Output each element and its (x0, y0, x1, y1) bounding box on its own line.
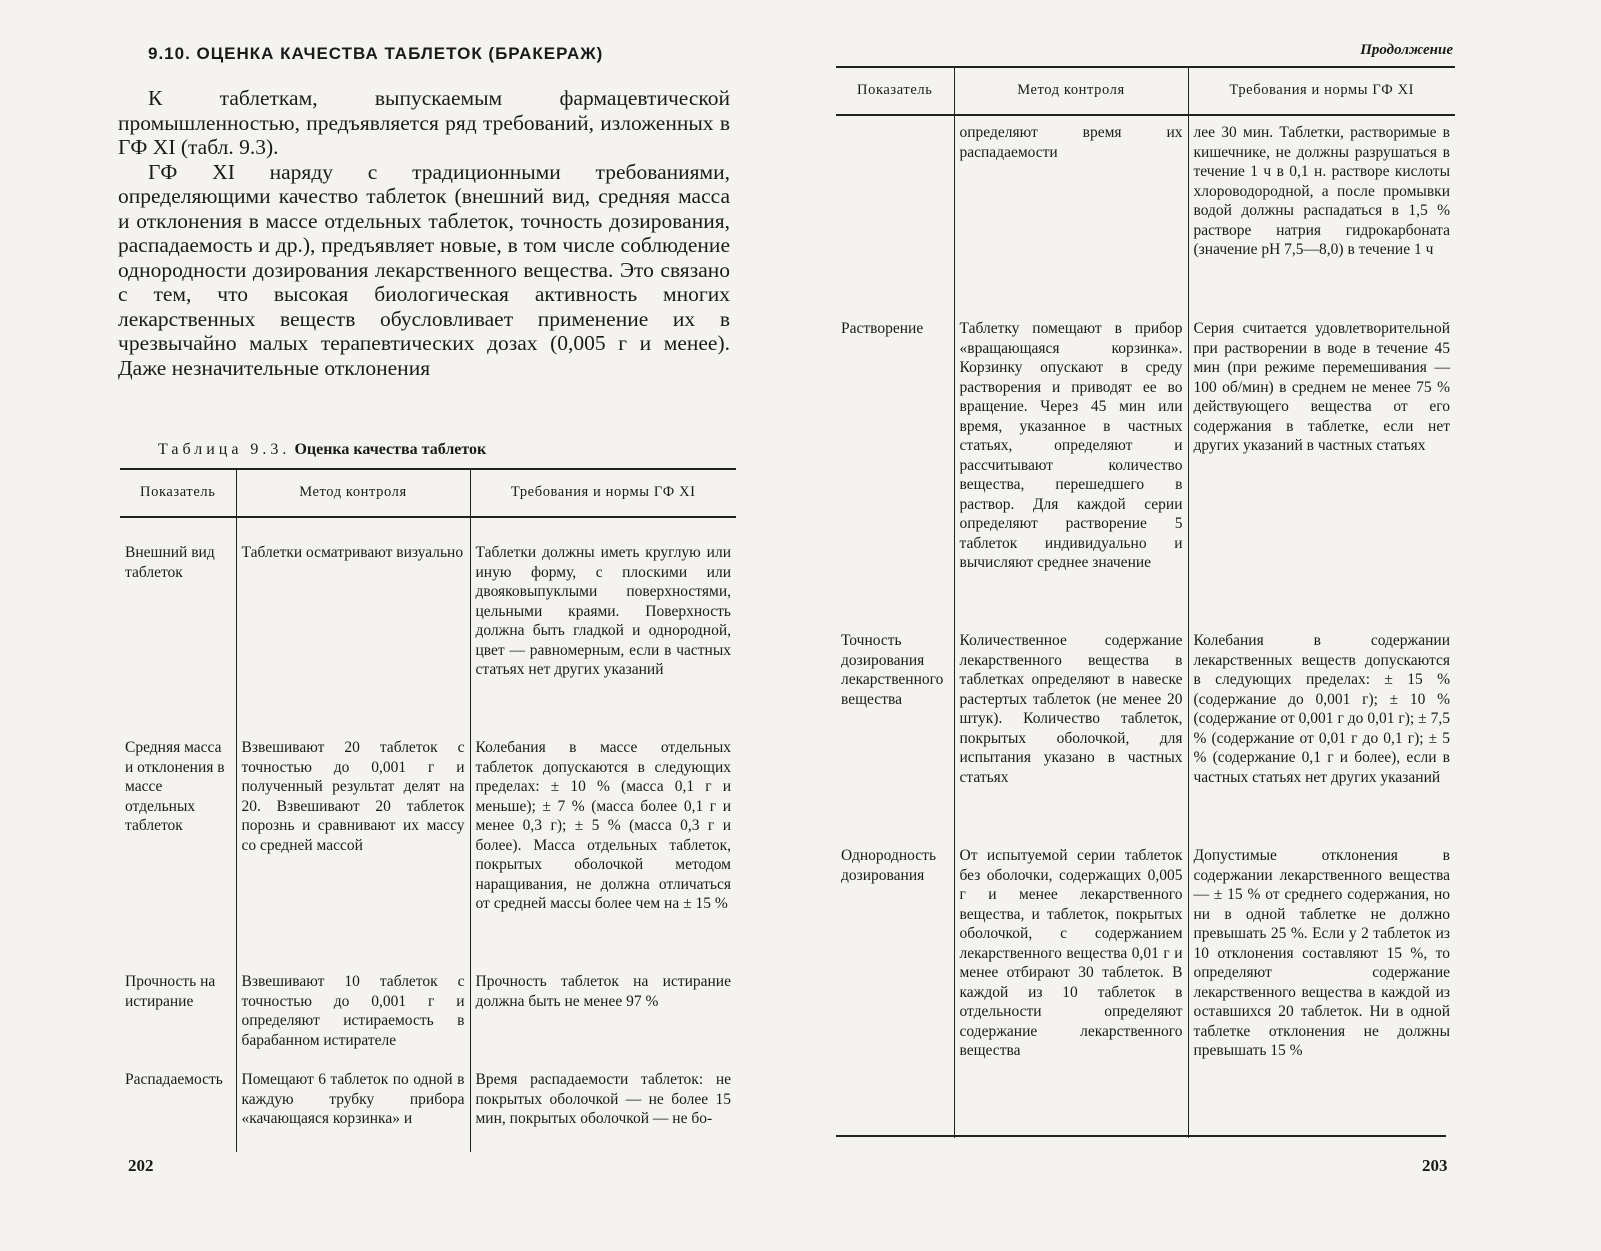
method-cell: От испытуемой серии таблеток без оболочки, содержащих 0,005 г и менее лекарственного вещества, и таблеток, покрытых оболочкой, с содержанием лекарственного вещества 0,01 г и менее отбирают 30 таблеток. В каждой из 10 таблеток в отдельности определяют содержание лекарственного вещества (954, 846, 1188, 1138)
quality-table-part-2 (836, 66, 1455, 1138)
table-row (120, 738, 736, 972)
col-header-indicator: Показатель (120, 469, 236, 517)
table-caption-title: Оценка качества таблеток (294, 441, 487, 458)
method-cell: определяют время их распадаемости (954, 123, 1188, 319)
table-row (836, 123, 1455, 319)
page-number-right: 203 (1422, 1156, 1448, 1175)
method-cell: Взвешивают 10 таблеток с точностью до 0,001 г и определяют истираемость в барабанном истирателе (236, 972, 470, 1070)
requirements-cell: Прочность таблеток на истирание должна быть не менее 97 % (470, 972, 736, 1070)
indicator-cell: Однородность дозирования (841, 847, 937, 884)
continuation-label: Продолжение (1360, 42, 1453, 58)
table-row (120, 543, 736, 738)
requirements-cell: Таблетки должны иметь круглую или иную форму, с плоскими или двояковыпуклыми поверхностями, цельными краями. Поверхность должна быть гладкой и однородной, цвет — равномерным, если в частных статьях нет других указаний (470, 543, 736, 738)
method-cell: Взвешивают 20 таблеток с точностью до 0,001 г и полученный результат делят на 20. Взвешивают 20 таблеток порознь и сравнивают их массу со средней массой (236, 738, 470, 972)
col-header-requirements: Требования и нормы ГФ XI (1188, 67, 1455, 115)
indicator-cell: Точность дозирования лекарственного вещества (841, 632, 944, 708)
requirements-cell: Колебания в содержании лекарственных веществ допускаются в следующих пределах: ± 15 % (содержание до 0,001 г); ± 10 % (содержание от 0,001 г до 0,01 г); ± 7,5 % (содержание от 0,01 г до 0,1 г); ± 5 % (содержание 0,1 г и более), если в частных статьях нет других указаний (1188, 631, 1455, 846)
table-row (836, 631, 1455, 846)
method-cell: Таблетки осматривают визуально (236, 543, 470, 738)
indicator-cell (836, 123, 954, 319)
left-page (0, 0, 800, 1251)
requirements-cell: Колебания в массе отдельных таблеток допускаются в следующих пределах: ± 10 % (масса 0,1 г и меньше); ± 7 % (масса более 0,1 г и менее 0,3 г); ± 5 % (масса 0,3 г и более). Масса отдельных таблеток, покрытых оболочкой методом наращивания, не должна отличаться от средней массы более чем на ± 15 % (470, 738, 736, 972)
table-header-row (120, 469, 736, 517)
indicator-cell: Внешний вид таблеток (125, 544, 215, 581)
col-header-method: Метод контроля (954, 67, 1188, 115)
table-header-row (836, 67, 1455, 115)
requirements-cell: Время распадаемости таблеток: не покрытых оболочкой — не более 15 мин, покрытых оболочкой — не бо- (470, 1070, 736, 1152)
table-row (836, 846, 1455, 1138)
table-row (120, 972, 736, 1070)
table-caption-prefix: Таблица 9.3. (158, 441, 291, 458)
indicator-cell: Растворение (841, 320, 924, 337)
right-page (800, 0, 1601, 1251)
table-row (836, 319, 1455, 631)
indicator-cell: Прочность на истирание (125, 973, 216, 1010)
section-heading: 9.10. ОЦЕНКА КАЧЕСТВА ТАБЛЕТОК (БРАКЕРАЖ) (148, 44, 604, 63)
col-header-method: Метод контроля (236, 469, 470, 517)
col-header-indicator: Показатель (836, 67, 954, 115)
paragraph-1: К таблеткам, выпускаемым фармацевтической промышленностью, предъявляется ряд требований, изложенных в ГФ XI (табл. 9.3). (118, 86, 730, 159)
table-bottom-rule (836, 1135, 1446, 1137)
method-cell: Таблетку помещают в прибор «вращающаяся корзинка». Корзинку опускают в среду растворения и приводят ее во вращение. Через 45 мин или время, указанное в частных статьях, определяют и рассчитывают количество вещества, перешедшего в раствор. Для каждой серии определяют растворение 5 таблеток индивидуально и вычисляют среднее значение (954, 319, 1188, 631)
requirements-cell: Серия считается удовлетворительной при растворении в воде в течение 45 мин (при режиме перемешивания — 100 об/мин) в среднем не менее 75 % действующего вещества от его содержания в таблетке, если нет других указаний в частных статьях (1188, 319, 1455, 631)
quality-table-part-1 (120, 468, 736, 1152)
col-header-requirements: Требования и нормы ГФ XI (470, 469, 736, 517)
table-row (120, 1070, 736, 1152)
requirements-cell: лее 30 мин. Таблетки, растворимые в кишечнике, не должны разрушаться в течение 1 ч в 0,1 н. растворе кислоты хлороводородной, а после промывки водой должны распадаться в 1,5 % растворе натрия гидрокарбоната (значение pH 7,5—8,0) в течение 1 ч (1188, 123, 1455, 319)
method-cell: Помещают 6 таблеток по одной в каждую трубку прибора «качающаяся корзинка» и (236, 1070, 470, 1152)
requirements-cell: Допустимые отклонения в содержании лекарственного вещества — ± 15 % от среднего содержания, но ни в одной таблетке не должно превышать 25 %. Если у 2 таблеток из 10 отклонения составляют 15 %, то определяют содержание лекарственного вещества в каждой из оставшихся 20 таблеток. Ни в одной таблетке отклонения не должны превышать 15 % (1188, 846, 1455, 1138)
paragraph-2: ГФ XI наряду с традиционными требованиями, определяющими качество таблеток (внешний вид, средняя масса и отклонения в массе отдельных таблеток, точность дозирования, распадаемость и др.), предъявляет новые, в том числе соблюдение однородности дозирования лекарственного вещества. Это связано с тем, что высокая биологическая активность многих лекарственных веществ обусловливает применение их в чрезвычайно малых терапевтических дозах (0,005 г и менее). Даже незначительные отклонения (118, 159, 730, 380)
method-cell: Количественное содержание лекарственного вещества в таблетках определяют в навеске растертых таблеток (не менее 20 штук). Количество таблеток, покрытых оболочкой, для испытания указано в частных статьях (954, 631, 1188, 846)
table-caption (158, 441, 486, 459)
body-text (118, 86, 730, 380)
indicator-cell: Средняя масса и отклонения в массе отдельных таблеток (125, 739, 225, 834)
page-number-left: 202 (128, 1156, 154, 1175)
indicator-cell: Распадаемость (125, 1071, 223, 1088)
